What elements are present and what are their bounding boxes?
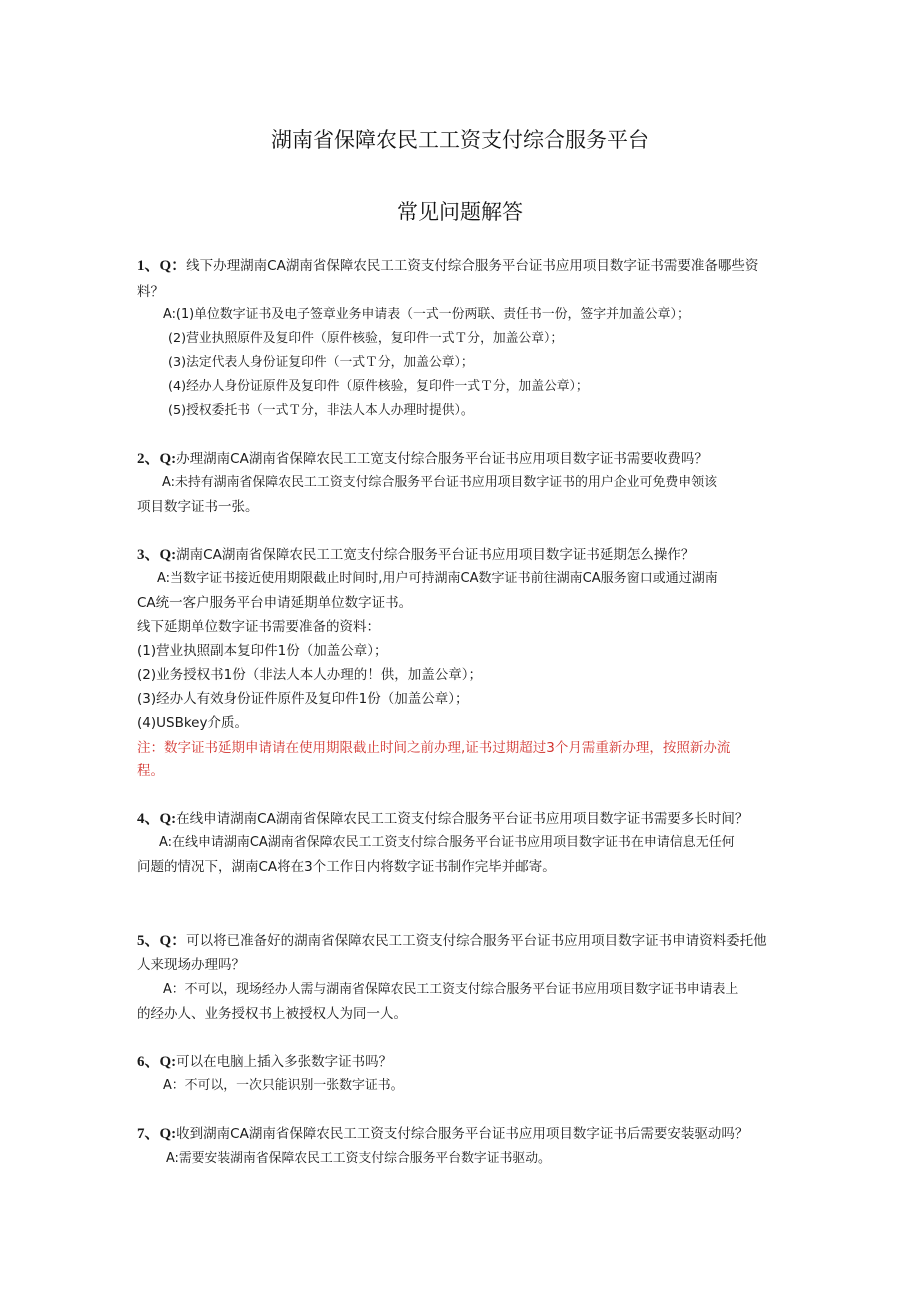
faq-6-answer-line: A：不可以，一次只能识别一张数字证书。 [163,1078,404,1093]
faq-4-number: 4、Q: [137,811,177,827]
faq-1-answer-line: (5)授权委托书（一式Ｔ分，非法人本人办理时提供）。 [168,403,474,418]
faq-1-question-cont: 料？ [137,284,164,300]
faq-6-question: 6、Q:可以在电脑上插入多张数字证书吗？ [137,1054,393,1070]
faq-2-question: 2、Q:办理湖南CA湖南省保障农民工工宽支付综合服务平台证书应用项目数字证书需要收费吗？ [137,451,708,467]
faq-4-answer-line: 问题的情况下，湖南CA将在3个工作日内将数字证书制作完毕并邮寄。 [137,859,556,875]
faq-3-answer-line: A:当数字证书接近使用期限截止时间时,用户可持湖南CA数字证书前往湖南CA服务窗口或通过湖南 [157,571,718,586]
faq-3-question: 3、Q:湖南CA湖南省保障农民工工宽支付综合服务平台证书应用项目数字证书延期怎么操作？ [137,547,695,563]
faq-1-answer-line: (3)法定代表人身份证复印件（一式Ｔ分，加盖公章）； [168,355,474,370]
faq-4-answer-line: A:在线申请湖南CA湖南省保障农民工工资支付综合服务平台证书应用项目数字证书在申请信息无任何 [159,835,735,850]
faq-3-answer-line: 线下延期单位数字证书需要准备的资料： [137,619,380,635]
faq-3-answer-line: (3)经办人有效身份证件原件及复印件1份（加盖公章）； [137,691,469,707]
faq-5-question-cont: 人来现场办理吗？ [137,957,245,973]
faq-1-answer-line: A:(1)单位数字证书及电子签章业务申请表（一式一份两联、责任书一份，签字并加盖公章）； [163,307,690,322]
faq-7-number: 7、Q: [137,1126,177,1142]
page-subtitle: 常见问题解答 [397,200,523,224]
faq-7-question: 7、Q:收到湖南CA湖南省保障农民工工资支付综合服务平台证书应用项目数字证书后需要安装驱动吗？ [137,1126,749,1142]
faq-1-answer-line: (2)营业执照原件及复印件（原件核验，复印件一式Ｔ分，加盖公章）； [168,331,564,346]
faq-5-number: 5、Q： [137,933,187,949]
faq-2-answer-line: 项目数字证书一张。 [137,499,259,515]
faq-5-question: 5、Q：可以将已准备好的湖南省保障农民工工资支付综合服务平台证书应用项目数字证书申请资料委托他 [137,933,767,949]
page-title: 湖南省保障农民工工资支付综合服务平台 [271,128,649,152]
faq-3-note-line: 程。 [137,763,164,779]
faq-1-answer-line: (4)经办人身份证原件及复印件（原件核验，复印件一式Ｔ分，加盖公章）； [168,379,589,394]
faq-3-answer-line: (2)业务授权书1份（非法人本人办理的！供，加盖公章）； [137,667,482,683]
faq-3-answer-line: (4)USBkey介质。 [137,715,248,731]
faq-3-answer-line: CA统一客户服务平台申请延期单位数字证书。 [137,595,413,611]
faq-5-answer-line: A：不可以，现场经办人需与湖南省保障农民工工资支付综合服务平台证书应用项目数字证书申请表上 [163,982,739,997]
faq-1-number: 1、Q： [137,258,187,274]
faq-3-number: 3、Q: [137,547,177,563]
faq-2-number: 2、Q: [137,451,177,467]
faq-3-answer-line: (1)营业执照副本复印件1份（加盖公章）； [137,643,388,659]
faq-3-note-line: 注：数字证书延期申请请在使用期限截止时间之前办理,证书过期超过3个月需重新办理，按照新办流 [137,740,731,756]
faq-1-question: 1、Q：线下办理湖南CA湖南省保障农民工工资支付综合服务平台证书应用项目数字证书需要准备哪些资 [137,258,759,274]
faq-2-answer-line: A:未持有湖南省保障农民工工资支付综合服务平台证书应用项目数字证书的用户企业可免费申领该 [162,475,718,490]
faq-7-answer-line: A:需要安装湖南省保障农民工工资支付综合服务平台数字证书驱动。 [166,1151,551,1166]
faq-5-answer-line: 的经办人、业务授权书上被授权人为同一人。 [137,1006,407,1022]
faq-4-question: 4、Q:在线申请湖南CA湖南省保障农民工工资支付综合服务平台证书应用项目数字证书需要多长时间？ [137,811,749,827]
faq-6-number: 6、Q: [137,1054,177,1070]
